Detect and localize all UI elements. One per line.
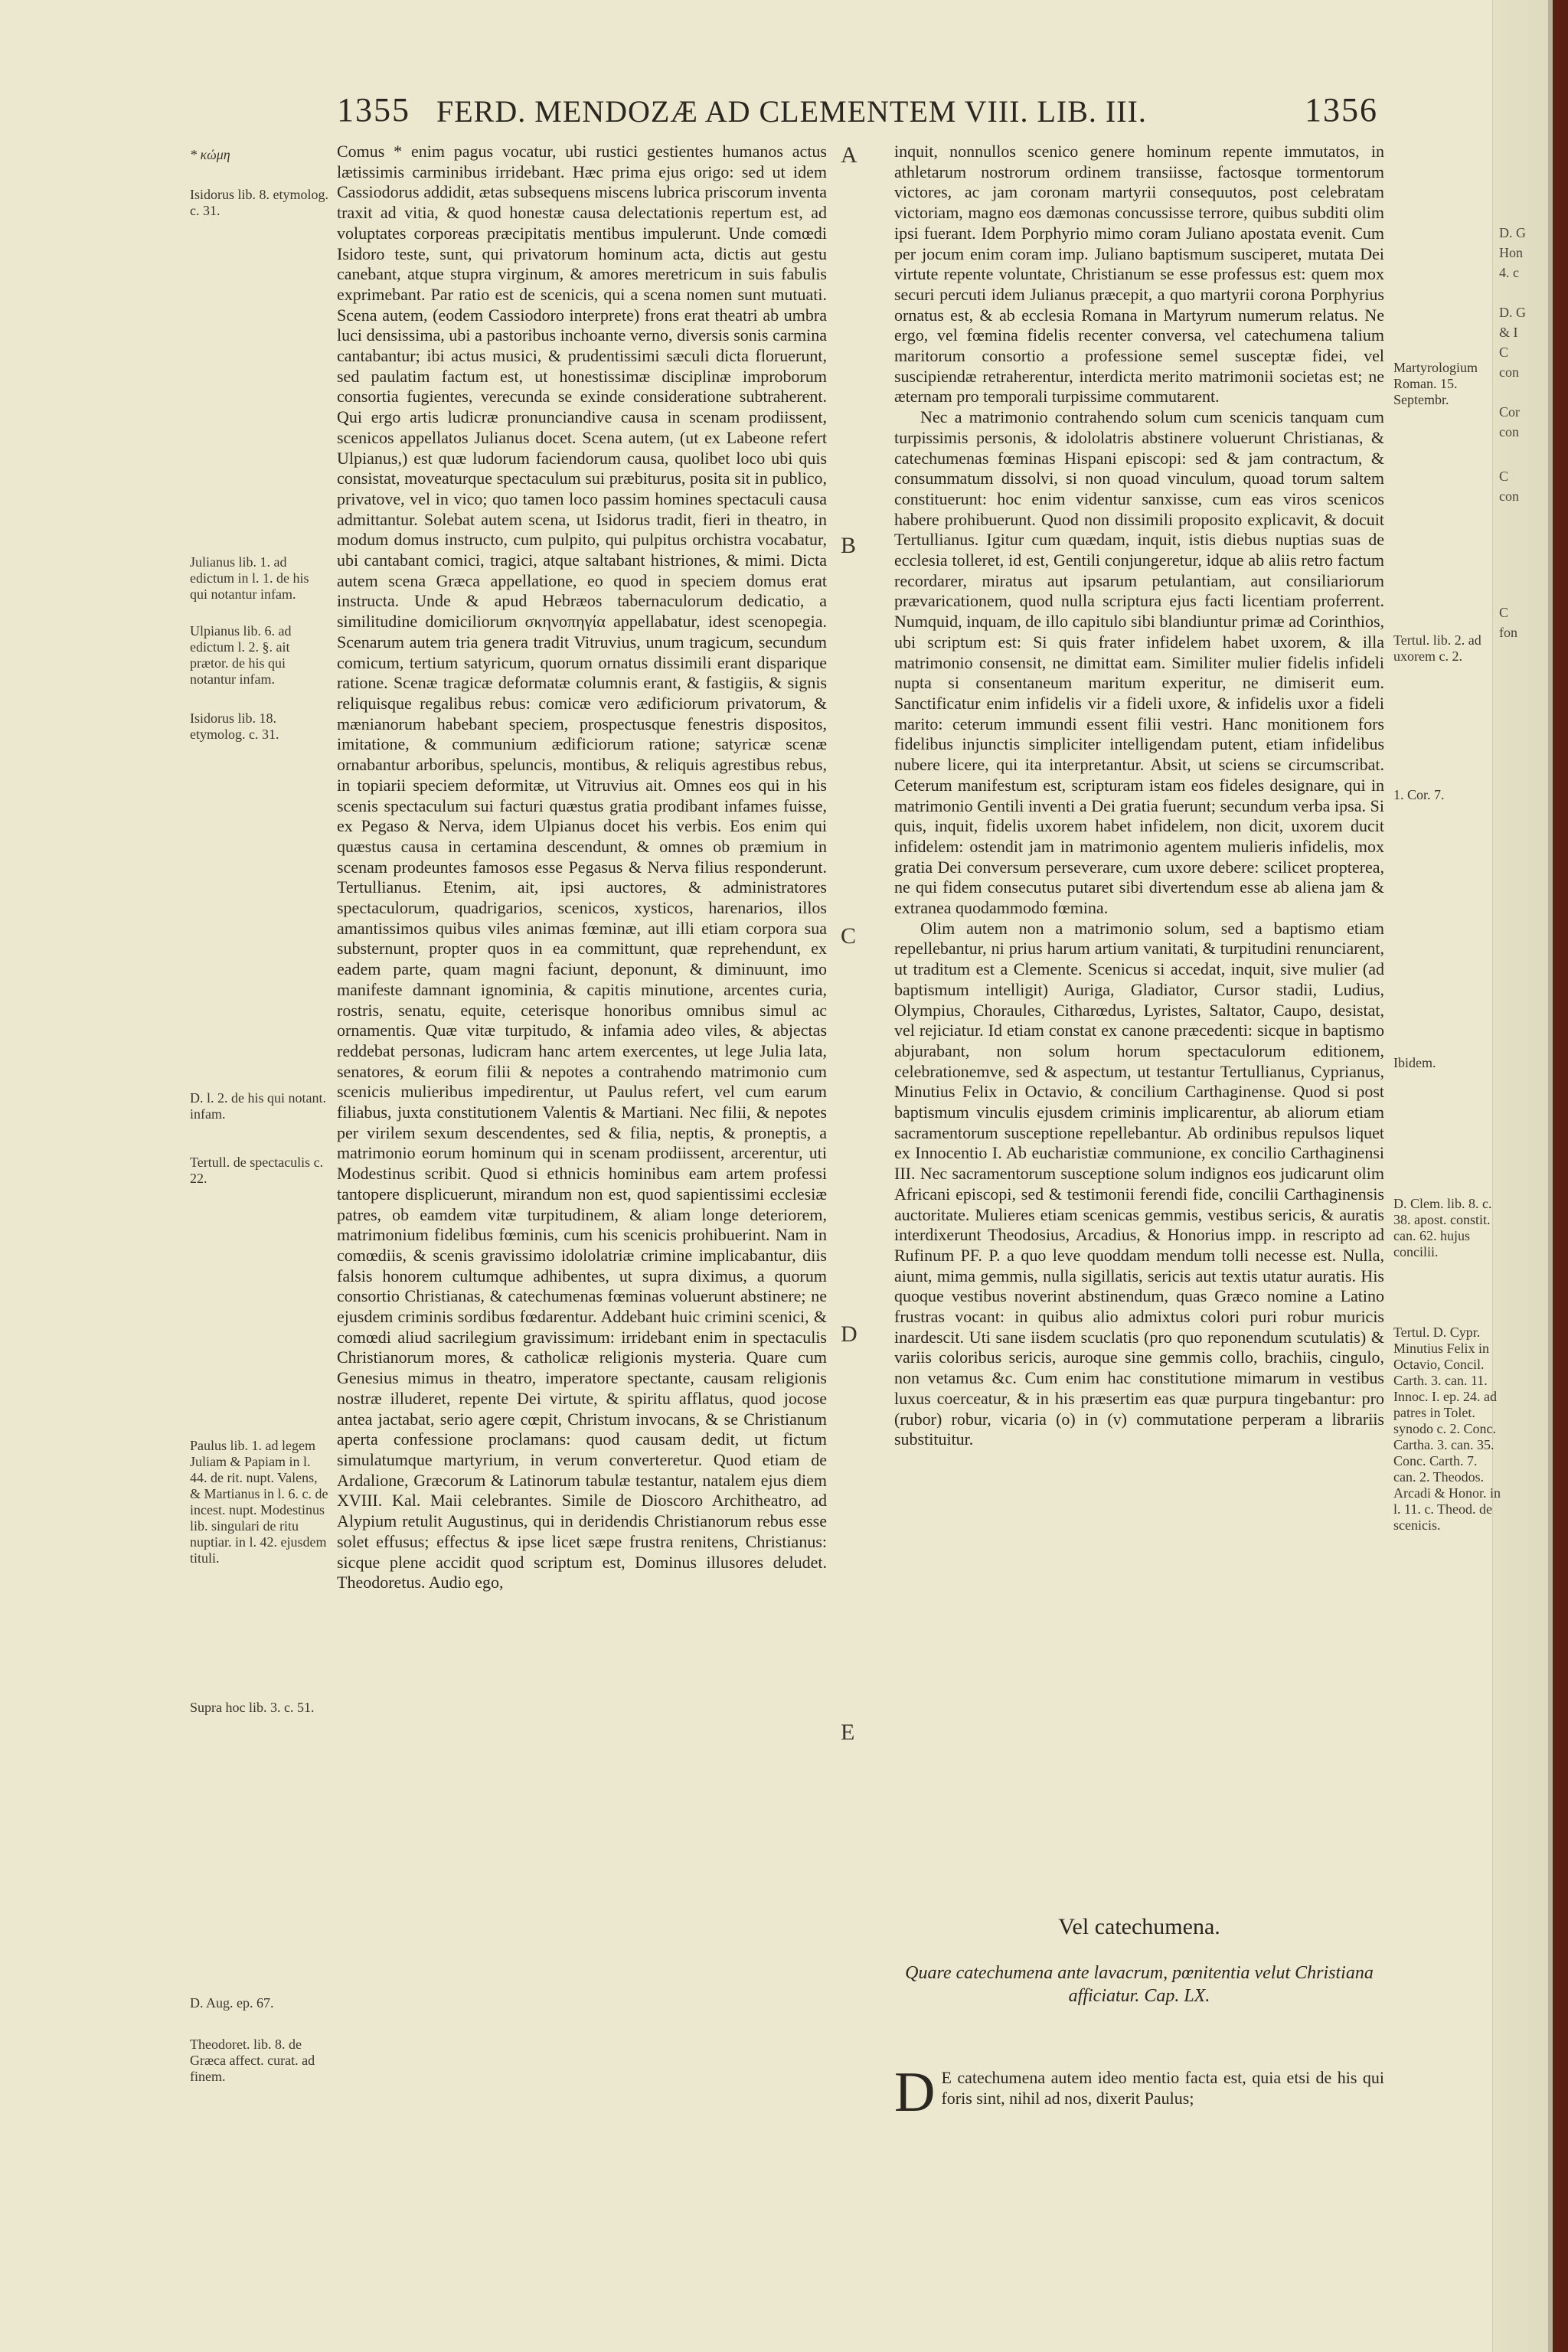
page-number-left: 1355: [337, 91, 410, 129]
margin-note-right: Tertul. lib. 2. ad uxorem c. 2.: [1393, 632, 1481, 664]
gutter-fragment: Cor: [1499, 404, 1520, 420]
body-paragraph: Olim autem non a matrimonio solum, sed a baptismo etiam repellebantur, ni prius harum artium vanitati, & turpitudini renunciarent, ut traditum est a Clemente. Scenicus si accedat, inquit, sive mulier (ad baptismum intelligit) Auriga, Gladiator, Cursor stadii, Ludius, Olympius, Choraules, Citharœdus, Lyristes, Saltator, Caupo, desistat, vel rejiciatur. Id etiam constat ex canone præcedenti: sicque in baptismo abjurabant, non solum horum spectaculorum editionem, celebrationemve, sed & aspectum, ut testantur Tertullianus, Cyprianus, Minutius Felix in Octavio, & concilium Carthaginense. Quod si post baptismum vinculis ejusdem criminis implicarentur, ab aliorum etiam sacramentorum susceptione repellebantur. Ab ordinibus repulsos liquet ex Innocentio I. Ab eucharistiæ communione, ex concilio Carthaginensi III. Nec sacramentorum susceptione solum indignos eos judicarunt olim Africani episcopi, sed & testimonii ferendi fide, concilii Carthaginensis auctoritate. Mulieres etiam scenicas gemmis, vestibus sericis, & auratis interdixerunt Theodosius, Arcadius, & Honorius impp. in rescripto ad Rufinum PF. P. a quo leve quoddam mendum tolli necesse est. Nulla, aiunt, mima gemmis, nulla sigillatis, sericis aut textis utatur auratis. His quoque vestibus noverint abstinendum, quas Græco nomine a Latino frustras vocant: in quibus alio admixtus colori puri robur muricis inardescit. Uti sane iisdem scuclatis (pro quo reponendum scutulatis) & variis coloribus sericis, auroque sine gemmis collo, brachiis, cingulo, non vetamus &c. Cum enim hac constitutione mimarum in vestibus luxus coerceatur, & in his præsertim eas quæ purpura tingebantur: pro (rubor) robur, vicaria (o) in (v) commutatione perperam a librariis substituitur.: [894, 918, 1384, 1449]
chapter-opening-paragraph: [894, 2061, 1384, 2124]
body-paragraph: Nec a matrimonio contrahendo solum cum scenicis tanquam cum turpissimis personis, & idololatris abstinere voluerunt Christianas, & catechumenas fœminas Hispani episcopi: sed & jam contractum, & consummatum dissolvi, si non quoad vinculum, quoad torum saltem constituerunt: hoc enim videntur sanxisse, cum eas viros scenicos habere prohibuerunt. Quod non dissimili proposito explicavit, & docuit Tertullianus. Igitur cum quædam, inquit, istis diebus nuptias suas de ecclesia tolleret, id est, Gentili conjungeretur, idque ab aliis retro factum recordarer, miratus aut ipsarum petulantiam, aut consiliariorum prævaricationem, quod nulla scriptura ejus facti licentiam proferrent. Numquid, inquam, de illo capitulo sibi blandiuntur primæ ad Corinthios, ubi scriptum est: Si quis frater infidelem habet uxorem, & illa matrimonio consensit, ne dimittat eam. Similiter mulier fidelis infideli nupta si consentaneum maritum experitur, ne dimiserit eum. Sanctificatur enim infidelis vir a fideli uxore, & infidelis uxor a fideli marito: ceterum immundi essent filii vestri. Hanc monitionem fors fidelibus injunctis simpliciter intelligendam putent, etiam infidelibus nubere licere, qui ita interpretantur. Absit, ut sciens se circumscribat. Ceterum manifestum est, scripturam istam eos fideles designare, qui in matrimonio Gentili inventi a Dei gratia fuerunt; secundum verba ipsa. Si quis, inquit, fidelis uxorem habet infidelem, non dicit, uxorem ducit infidelem: ostendit jam in matrimonio agentem mulieris infidelis, mox gratia Dei conversum perseverare, cum uxore debere: scilicet propterea, ne qui fidem consecutus putaret sibi divertendum esse ab aliena jam & extranea quodammodo fœmina.: [894, 407, 1384, 918]
margin-note-right: 1. Cor. 7.: [1393, 787, 1445, 802]
body-paragraph: Comus * enim pagus vocatur, ubi rustici gestientes humanos actus lætissimis carminibus irridebant. Hæc prima ejus origo: sed ut idem Cassiodorus addidit, ætas subsequens miscens lubrica priscorum inventa traxit ad vitia, & quod honestæ causa delectationis repertum est, ad voluptates corporeas præcipitatis mentibus impulerunt. Unde comœdi Isidoro teste, sunt, qui privatorum hominum acta, dictis aut gestu canebant, atque stupra virginum, & amores meretricum in suis fabulis exprimebant. Par ratio est de scenicis, qui a scena nomen sunt mutuati. Scena autem, (eodem Cassiodoro interprete) frons erat theatri ab umbra luci densissima, ubi a pastoribus inchoante verno, diversis sonis carmina cantabantur; ibi actus musici, & prudentissimi sæculi dicta floruerunt, sed paulatim factum est, ut honestissimæ disciplinæ improborum consortia fugientes, verecunda se exinde consideratione subtraherent. Qui ergo artis ludicræ pronunciandive causa in scenam prodiissent, scenicos appellatos Julianus docet. Scena autem, (ut ex Labeone refert Ulpianus,) est quæ ludorum faciendorum causa, quolibet loco ubi quis consistat, moveaturque spectaculum sui præbiturus, posita sit in publico, privatove, vel in vico; quo tamen loco passim homines spectaculi causa admittantur. Solebat autem scena, ut Isidorus tradit, fieri in theatro, in modum domus instructo, cum pulpito, qui pulpitus orchistra vocabatur, ubi cantabant comici, tragici, atque saltabant histriones, & mimi. Dicta autem scena Græca appellatione, eo quod in speciem domus erat instructa. Unde & apud Hebræos tabernaculorum dedicatio, a similitudine domiciliorum σκηνοπηγία appellabatur, idest scenopegia. Scenarum autem tria genera tradit Vitruvius, unum tragicum, secundum comicum, tertium satyricum, quorum ornatus dissimili erant disparique ratione. Scenæ tragicæ deformatæ columnis erant, & fastigiis, & signis reliquisque regalibus rebus: comicæ vero ædificiorum privatorum, & mænianorum habebant speciem, prospectusque fenestris dispositos, imitatione, & communium ædificiorum ratione; satyricæ scenæ ornabantur arboribus, speluncis, montibus, & reliquis agrestibus rebus, in topiarii speciem deformitæ, ut Vitruvius ait. Omnes eos qui in his scenis spectaculum sui facturi quæstus gratia prodibant infames fuisse, ex Pegaso & Nerva, idem Ulpianus docet his verbis. Eos enim qui quæstus causa in certamina descendunt, & omnes ob præmium in scenam prodeuntes famosos esse Pegasus & Nerva filius responderunt. Tertullianus. Etenim, ait, ipsi auctores, & administratores spectaculorum, quadrigarios, scenicos, xysticos, harenarios, illos amantissimos quibus viles animas fœminæ, aut illi etiam corpora sua substernunt, propter quos in ea committunt, quæ reprehendunt, ex eadem parte, quam magni faciunt, deponunt, & diminuunt, imo manifeste damnant ignominia, & capitis minutione, arcentes curia, rostris, senatu, equite, ceterisque honoribus omnibus simul ac ornamentis. Quæ vitæ turpitudo, & infamia adeo viles, & abjectas reddebat personas, ludicram hanc artem exercentes, ut lege Julia lata, senatores, & eorum filii & nepotes a contrahendo matrimonio cum scenicis mulieribus impedirentur, ut Paulus refert, vel cum earum filiabus, juxta constitutionem Valentis & Martiani. Nec filii, & nepotes per virilem sexum descendentes, sed & filia, neptis, & proneptis, a matrimonio eorum hominum qui in scenam prodiissent, arcerentur, uti Modestinus scribit. Quod si ethnicis hominibus eam artem professi tantopere displicuerunt, mirandum non est, quod sapientissimi ecclesiæ patres, ob eamdem vitæ turpitudinem, & aliam longe deteriorem, matrimonium fidelibus fœminis, cum his scenicis prohibuerint. Nam in comœdiis, & scenis gravissimo idololatriæ crimine implicabantur, diis falsis honorem cultumque adhibentes, ut supra diximus, a quorum consortio Christianas, & catechumenas fœminas voluerunt abstinere; ne ejusdem criminis sordibus fœdarentur. Addebant huic crimini scenici, & comœdi aliud sacrilegium gravissimum: irridebant enim in spectaculis Christianorum mores, & catholicæ religionis mysteria. Quare cum Genesius mimus in theatro, imperatore spectante, causam religionis nostræ illuderet, repente Dei virtute, & spiritu afflatus, quod jocose antea jactabat, serio agere cœpit, Christum invocans, & se Christianum aperta confessione proclamans: quod causam dedit, ut fictum simulatumque martyrium, in verum converteretur. Quod etiam de Ardalione, Græcorum & Latinorum tabulæ testantur, natalem ejus diem XVIII. Kal. Maii celebrantes. Simile de Dioscoro Architheatro, ad Alypium retulit Augustinus, qui in deridendis Christianorum rebus esse solet effusus; effectus & ipse licet sæpe frustra renitens, Christianus: sicque plene accidit quod scriptum est, Dominus illusores deludet. Theodoretus. Audio ego,: [337, 142, 827, 1592]
section-letter: E: [841, 1720, 855, 1745]
section-letter: B: [841, 533, 857, 558]
section-letter: C: [841, 923, 857, 949]
book-binding: [1553, 0, 1568, 2352]
gutter-fragment: con: [1499, 364, 1519, 380]
margin-note-left: Isidorus lib. 8. etymolog. c. 31.: [190, 187, 328, 218]
margin-note-right: Ibidem.: [1393, 1055, 1436, 1070]
section-letter: A: [841, 142, 858, 168]
chapter-heading: Quare catechumena ante lavacrum, pœnitentia velut Christiana afficiatur. Cap. LX.: [905, 1963, 1374, 2006]
margin-note-left: Julianus lib. 1. ad edictum in l. 1. de his qui notantur infam.: [190, 554, 309, 602]
gutter-fragment: C: [1499, 605, 1509, 620]
margin-note-right: D. Clem. lib. 8. c. 38. apost. constit. can. 62. hujus concilii.: [1393, 1196, 1492, 1259]
margin-note-left: Tertull. de spectaculis c. 22.: [190, 1155, 324, 1186]
left-text-column: [337, 142, 827, 1593]
section-heading: Vel catechumena.: [1058, 1914, 1220, 1939]
section-letter: D: [841, 1321, 858, 1347]
margin-note-left: Isidorus lib. 18. etymolog. c. 31.: [190, 710, 279, 742]
margin-note-left: Theodoret. lib. 8. de Græca affect. curat. ad finem.: [190, 2037, 315, 2084]
page-number-right: 1356: [1305, 91, 1378, 129]
margin-note-left: Paulus lib. 1. ad legem Juliam & Papiam in l. 44. de rit. nupt. Valens, & Martianus in l. 6. c. de incest. nupt. Modestinus lib. singulari de ritu nuptiar. in l. 42. ejusdem tituli.: [190, 1438, 328, 1566]
body-paragraph: inquit, nonnullos scenico genere hominum repente immutatos, in athletarum nostrorum ordinem transiisse, factosque tormentorum victores, ac jam coronam martyrii consequutos, post celebratam victoriam, magno eos dæmonas concussisse terrore, quibus subditi olim ipsi fuerant. Idem Porphyrio mimo coram Juliano apostata evenit. Cum per jocum enim coram imp. Juliano baptismum susciperet, mutata Dei virtute repente voluntate, Christianum se esse professus est: quem mox securi percuti idem Julianus præcepit, a quo martyrii corona Porphyrius ornatus est, & ab ecclesia Romana in Martyrum numerum relatus. Ne ergo, vel fœmina fidelis recenter conversa, vel catechumena talium maritorum consortio a professione semel susceptæ fidei, vel suscipiendæ retraherentur, interdicta merito matrimonii societas est; ne æternam pro temporali turpissime commutarent.: [894, 142, 1384, 407]
gutter-fragment: & I: [1499, 325, 1518, 340]
right-text-column: [894, 142, 1384, 1450]
gutter-fragment: fon: [1499, 625, 1517, 640]
drop-cap-initial: D: [894, 2061, 936, 2124]
margin-note-left: D. Aug. ep. 67.: [190, 1995, 274, 2011]
gutter-fragment: con: [1499, 488, 1519, 504]
margin-note-left: Supra hoc lib. 3. c. 51.: [190, 1700, 315, 1715]
margin-note-right: Tertul. D. Cypr. Minutius Felix in Octavio, Concil. Carth. 3. can. 11. Innoc. I. ep. 24. ad patres in Tolet. synodo c. 2. Conc. Cartha. 3. can. 35. Conc. Carth. 7. can. 2. Theodos. Arcadi & Honor. in l. 11. c. Theod. de scenicis.: [1393, 1325, 1501, 1533]
greek-gloss: * κώμη: [190, 147, 230, 162]
running-header: [337, 90, 1378, 136]
gutter-fragment: 4. c: [1499, 265, 1519, 280]
gutter-fragment: D. G: [1499, 305, 1526, 320]
running-title: FERD. MENDOZÆ AD CLEMENTEM VIII. LIB. III.: [436, 94, 1147, 129]
gutter-fragment: Hon: [1499, 245, 1523, 260]
chapter-text: E catechumena autem ideo mentio facta est, quia etsi de his qui foris sint, nihil ad nos, dixerit Paulus;: [941, 2068, 1384, 2108]
gutter-fragment: C: [1499, 469, 1509, 484]
margin-note-left: D. l. 2. de his qui notant. infam.: [190, 1090, 326, 1122]
margin-note-right: Martyrologium Roman. 15. Septembr.: [1393, 360, 1478, 407]
gutter-fragment: con: [1499, 424, 1519, 439]
margin-note-left: Ulpianus lib. 6. ad edictum l. 2. §. ait prætor. de his qui notantur infam.: [190, 623, 292, 687]
gutter-fragment: D. G: [1499, 225, 1526, 240]
gutter-fragment: C: [1499, 345, 1509, 360]
